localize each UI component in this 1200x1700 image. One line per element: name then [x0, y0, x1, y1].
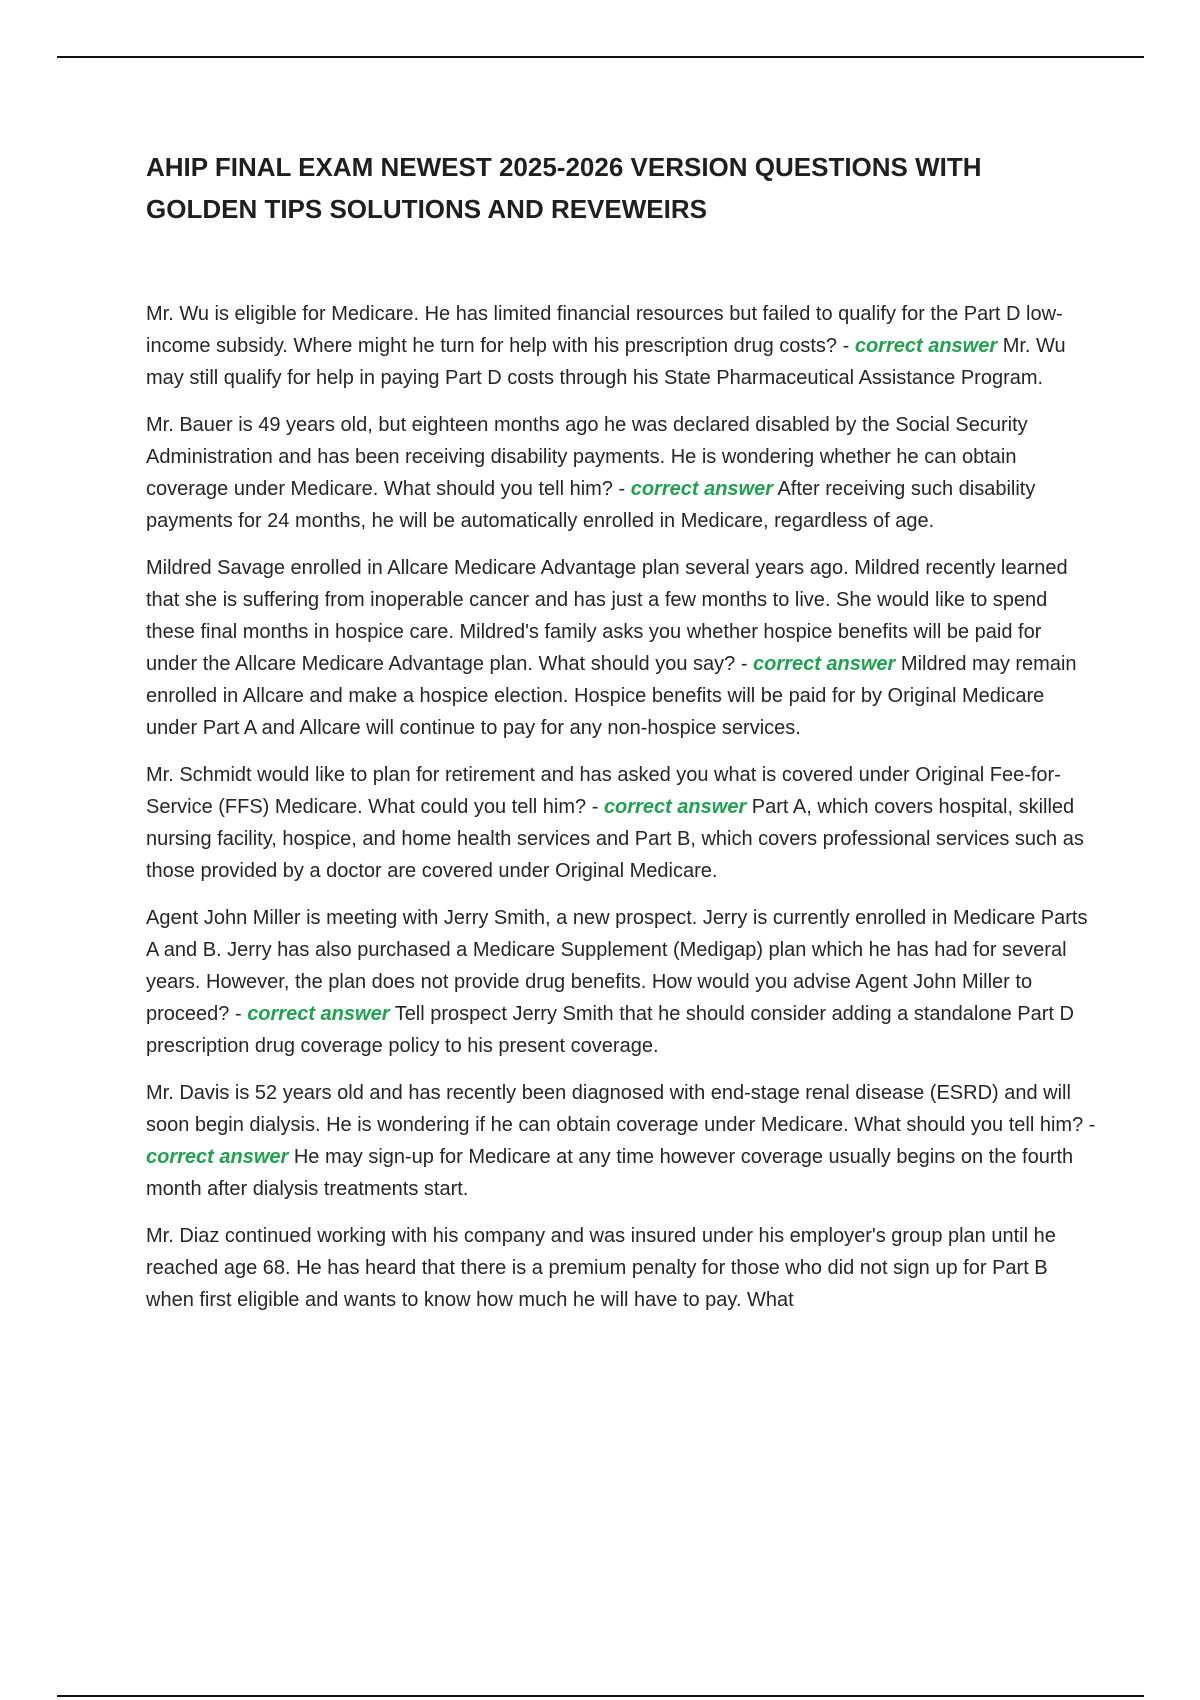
document-title: AHIP FINAL EXAM NEWEST 2025-2026 VERSION QUESTIONS WITH GOLDEN TIPS SOLUTIONS AND REVEWEIRS — [146, 152, 982, 224]
answer-text: Tell prospect Jerry Smith that he should consider adding a standalone Part D prescription drug coverage policy to his present coverage. — [146, 1003, 1074, 1057]
question-text: Mr. Diaz continued working with his company and was insured under his employer's group plan until he reached age 68. He has heard that there is a premium penalty for those who did not sign up for Part B when first eligible and wants to know how much he will have to pay. What — [146, 1225, 1056, 1311]
answer-text: After receiving such disability payments for 24 months, he will be automatically enrolled in Medicare, regardless of age. — [146, 478, 1036, 532]
separator: - — [612, 478, 631, 500]
answer-text: Mildred may remain enrolled in Allcare and make a hospice election. Hospice benefits will be paid for by Original Medicare under Part A and Allcare will continue to pay for any non-hospice services. — [146, 653, 1077, 739]
qa-item — [146, 552, 1096, 744]
separator: - — [229, 1003, 248, 1025]
question-text: Agent John Miller is meeting with Jerry Smith, a new prospect. Jerry is currently enrolled in Medicare Parts A and B. Jerry has also purchased a Medicare Supplement (Medigap) plan which he has had for several years. However, the plan does not provide drug benefits. How would you advise Agent John Miller to proceed? — [146, 907, 1088, 1025]
correct-answer-label: correct answer — [630, 478, 773, 500]
separator: - — [735, 653, 754, 675]
correct-answer-label: correct answer — [753, 653, 896, 675]
answer-text: Mr. Wu may still qualify for help in paying Part D costs through his State Pharmaceutical Assistance Program. — [146, 335, 1066, 389]
question-text: Mr. Wu is eligible for Medicare. He has limited financial resources but failed to qualify for the Part D low-income subsidy. Where might he turn for help with his prescription drug costs? — [146, 303, 1063, 357]
correct-answer-label: correct answer — [854, 335, 998, 357]
separator: - — [837, 335, 855, 357]
qa-item — [146, 1077, 1096, 1205]
correct-answer-label: correct answer — [146, 1146, 289, 1168]
top-rule — [57, 56, 1144, 58]
page-content — [146, 146, 1096, 1331]
separator: - — [1083, 1114, 1096, 1136]
qa-list — [146, 298, 1096, 1316]
qa-item — [146, 409, 1096, 537]
qa-item-partial — [146, 1220, 1096, 1316]
question-text: Mr. Davis is 52 years old and has recently been diagnosed with end-stage renal disease (ESRD) and will soon begin dialysis. He is wondering if he can obtain coverage under Medicare. What should you tell him? — [146, 1082, 1084, 1136]
correct-answer-label: correct answer — [247, 1003, 390, 1025]
correct-answer-label: correct answer — [603, 796, 747, 818]
qa-item — [146, 298, 1096, 394]
qa-item — [146, 902, 1096, 1062]
qa-item — [146, 759, 1096, 887]
question-text: Mr. Bauer is 49 years old, but eighteen months ago he was declared disabled by the Social Security Administration and has been receiving disability payments. He is wondering whether he can obtain coverage under Medicare. What should you tell him? — [146, 414, 1028, 500]
answer-text: He may sign-up for Medicare at any time however coverage usually begins on the fourth month after dialysis treatments start. — [146, 1146, 1074, 1200]
separator: - — [586, 796, 604, 818]
bottom-rule — [57, 1695, 1144, 1697]
question-text: Mildred Savage enrolled in Allcare Medicare Advantage plan several years ago. Mildred recently learned that she is suffering from inoperable cancer and has just a few months to live. She would like to spend these final months in hospice care. Mildred's family asks you whether hospice benefits will be paid for under the Allcare Medicare Advantage plan. What should you say? — [146, 557, 1068, 675]
answer-text: Part A, which covers hospital, skilled nursing facility, hospice, and home health services and Part B, which covers professional services such as those provided by a doctor are covered under Original Medicare. — [146, 796, 1084, 882]
question-text: Mr. Schmidt would like to plan for retirement and has asked you what is covered under Original Fee-for-Service (FFS) Medicare. What could you tell him? — [146, 764, 1061, 818]
